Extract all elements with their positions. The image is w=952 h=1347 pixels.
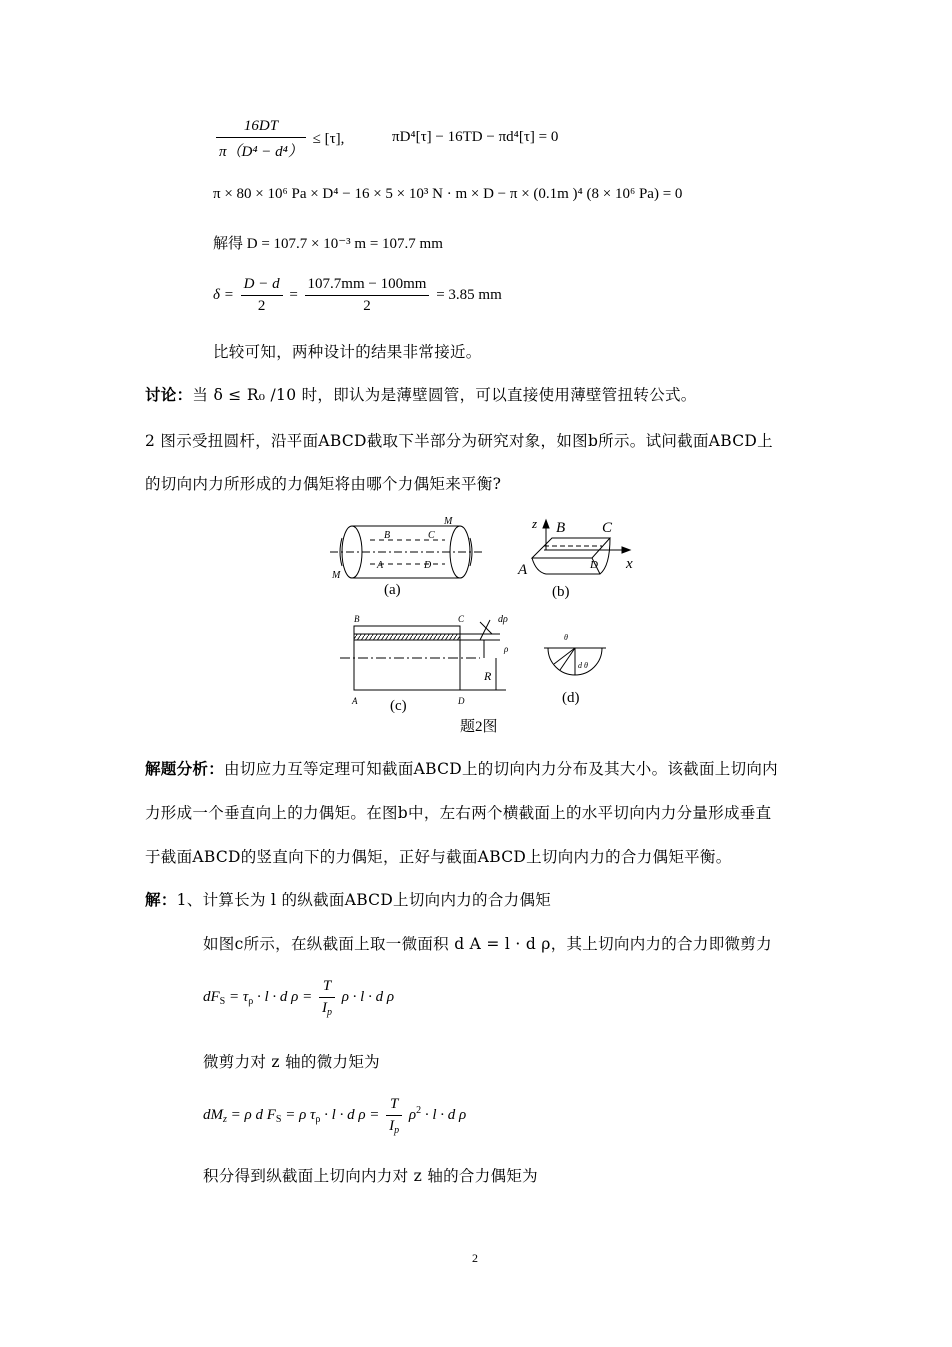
figure-c-label: (c) — [390, 698, 407, 714]
fig-b-D: D — [590, 559, 598, 571]
eq5-frac-den-main: I — [321, 1000, 327, 1016]
fig-d-theta: θ — [564, 633, 568, 642]
eq6-lhs: dM — [203, 1106, 223, 1123]
fig-a-M-top: M — [444, 516, 453, 527]
eq4-rhs: = 3.85 mm — [436, 286, 502, 303]
eq4-lhs: δ = — [213, 286, 234, 303]
figure-b-half-cylinder — [532, 520, 630, 574]
fig-c-R: R — [484, 669, 492, 683]
eq4-fraction-1 — [241, 276, 283, 315]
solution-para-3: 积分得到纵截面上切向内力对 z 轴的合力偶矩为 — [203, 1167, 538, 1185]
fig-d-dtheta: d θ — [578, 661, 588, 670]
eq5-frac-den-sub: p — [326, 1007, 332, 1018]
analysis-line-2: 力形成一个垂直向上的力偶矩。在图b中，左右两个横截面上的水平切向内力分量形成垂直 — [145, 804, 772, 822]
solution-para-1: 如图c所示，在纵截面上取一微面积 d A = l · d ρ，其上切向内力的合力即微剪力 — [203, 935, 772, 953]
equation-4 — [213, 276, 502, 315]
eq5-mid: = τ — [225, 988, 249, 1005]
solution-step-1 — [145, 888, 551, 910]
fig-a-A: A — [377, 560, 384, 571]
eq6-fraction — [386, 1096, 402, 1135]
analysis-line-3: 于截面ABCD的竖直向下的力偶矩，正好与截面ABCD上切向内力的合力偶矩平衡。 — [145, 848, 732, 866]
eq6-frac-den — [386, 1116, 402, 1135]
fig-b-A: A — [518, 562, 528, 578]
eq6-tail-b: · l · d ρ — [421, 1106, 467, 1123]
eq5-frac-num: T — [319, 978, 335, 998]
analysis-label: 解题分析 — [145, 760, 209, 778]
fig-c-C: C — [458, 614, 465, 624]
equation-1 — [213, 118, 344, 161]
figure-d-semicircle — [544, 648, 606, 675]
figure-c-section — [340, 620, 506, 690]
eq1-numerator: 16DT — [216, 118, 306, 138]
fig-c-drho: dρ — [498, 614, 508, 625]
solution-para-2: 微剪力对 z 轴的微力矩为 — [203, 1053, 380, 1071]
eq6-frac-den-sub: p — [394, 1125, 400, 1136]
fig-b-B: B — [556, 520, 566, 536]
fig-a-D: D — [424, 560, 432, 571]
problem-2-line-2: 的切向内力所形成的力偶矩将由哪个力偶矩来平衡? — [145, 475, 502, 493]
figure-problem-2 — [320, 510, 640, 735]
eq5-frac-den — [319, 998, 335, 1017]
eq6-mid: = ρ d F — [226, 1106, 276, 1123]
discussion-paragraph — [145, 383, 697, 405]
fig-b-z: z — [532, 516, 538, 531]
eq5-mid2: · l · d ρ = — [253, 988, 313, 1005]
analysis-line-1 — [145, 757, 778, 779]
equation-5 — [203, 978, 394, 1017]
eq6-mid-sub: S — [275, 1113, 282, 1125]
eq5-lhs-sub: S — [219, 995, 226, 1007]
analysis-colon: ： — [208, 760, 225, 778]
eq6-tail-sup: 2 — [416, 1104, 422, 1116]
equation-6 — [203, 1096, 466, 1135]
fig-c-B: B — [354, 614, 360, 624]
eq5-tail: ρ · l · d ρ — [341, 988, 395, 1005]
fig-c-A: A — [352, 696, 358, 706]
figure-b-label: (b) — [552, 584, 570, 600]
solution-label: 解 — [145, 891, 161, 909]
figure-d-label: (d) — [562, 690, 580, 706]
eq4-equals: = — [289, 286, 298, 303]
problem-2-line-1: 2 图示受扭圆杆，沿平面ABCD截取下半部分为研究对象，如图b所示。试问截面ABCD上 — [145, 432, 773, 450]
discussion-colon: ： — [176, 386, 193, 404]
eq4-f1-den: 2 — [257, 298, 266, 314]
fig-c-rho: ρ — [504, 644, 509, 654]
eq5-fraction — [319, 978, 335, 1017]
eq6-mid2-sub: ρ — [315, 1113, 321, 1125]
fig-a-M-bottom: M — [332, 570, 341, 581]
figure-caption: 题2图 — [460, 719, 498, 735]
equation-3: 解得 D = 107.7 × 10⁻³ m = 107.7 mm — [213, 236, 443, 252]
compare-line: 比较可知，两种设计的结果非常接近。 — [213, 343, 482, 361]
discussion-text: 当 δ ≤ R₀ /10 时，即认为是薄壁圆管，可以直接使用薄壁管扭转公式。 — [192, 386, 697, 404]
eq5-lhs: dF — [203, 988, 220, 1005]
figure-a-label: (a) — [384, 582, 401, 598]
eq6-mid2: = ρ τ — [281, 1106, 316, 1123]
eq6-lhs-sub: z — [223, 1113, 227, 1125]
eq6-mid3: · l · d ρ = — [320, 1106, 380, 1123]
analysis-text-1: 由切应力互等定理可知截面ABCD上的切向内力分布及其大小。该截面上切向内 — [224, 760, 778, 778]
eq6-tail-a: ρ — [408, 1106, 417, 1123]
eq4-f1-num: D − d — [241, 276, 283, 296]
eq5-mid-sub: ρ — [248, 995, 254, 1007]
equation-2: π × 80 × 10⁶ Pa × D⁴ − 16 × 5 × 10³ N · m × D − π × (0.1m )⁴ (8 × 10⁶ Pa) = 0 — [213, 186, 683, 202]
eq6-frac-num: T — [386, 1096, 402, 1116]
figure-a-cylinder — [330, 526, 482, 578]
eq1-rhs: ≤ [τ], — [312, 130, 345, 147]
eq1-fraction — [216, 118, 306, 161]
eq4-f2-num: 107.7mm − 100mm — [305, 276, 430, 296]
fig-c-D: D — [458, 696, 465, 706]
fig-a-C: C — [428, 530, 435, 541]
fig-b-x: x — [626, 556, 633, 572]
page-number: 2 — [472, 1251, 478, 1265]
fig-a-B: B — [384, 530, 391, 541]
solution-step-1-text: 1、计算长为 l 的纵截面ABCD上切向内力的合力偶矩 — [176, 891, 552, 909]
eq1-denominator: π（D⁴ − d⁴） — [219, 144, 303, 160]
eq4-fraction-2 — [305, 276, 430, 315]
eq6-frac-den-main: I — [389, 1118, 395, 1134]
discussion-label: 讨论 — [145, 386, 177, 404]
equation-1-right: πD⁴[τ] − 16TD − πd⁴[τ] = 0 — [392, 129, 559, 145]
fig-b-C: C — [602, 520, 613, 536]
eq4-f2-den: 2 — [363, 298, 371, 314]
solution-colon: ： — [160, 891, 177, 909]
